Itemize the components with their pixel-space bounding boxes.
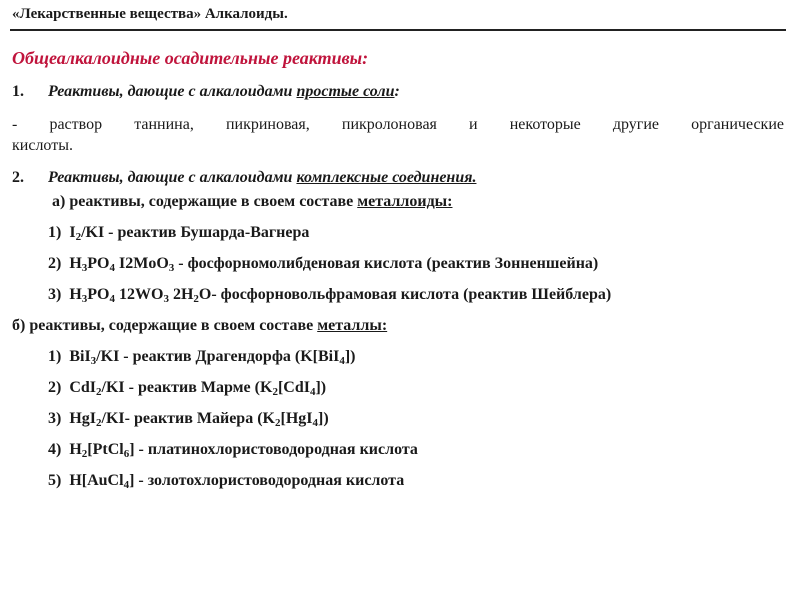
section2-number: 2. — [12, 169, 24, 186]
main-title: Общеалкалоидные осадительные реактивы: — [12, 48, 369, 68]
list-item-a2: 2) $H_3PO_4$ I2MoO$_3$ - фосфорномолибденовая кислота (реактив Зонненшейна) — [48, 255, 599, 274]
list-item-a1: 1) $I_2/KI$ - реактив Бушарда-Вагнера — [48, 224, 310, 243]
list-item-b3: 3) HgI$_2$/KI- реактив Майера $(K_2[HgI_4])$ — [48, 410, 329, 429]
section2-heading: Реактивы, дающие с алкалоидами комплексные соединения. — [48, 169, 477, 186]
section1-para-line2: кислоты. — [12, 137, 73, 154]
list-item-b2: 2) CdI$_2$/KI - реактив Марме $(K_2[CdI_4])$ — [48, 379, 327, 398]
section1-number: 1. — [12, 83, 24, 100]
list-item-b5: 5) H[AuCl$_4$] - золотохлористоводородная кислота — [48, 472, 405, 491]
header-divider — [10, 29, 786, 31]
subsection-b-heading: б) реактивы, содержащие в своем составе металлы: — [12, 317, 388, 334]
list-item-a3: 3) $H_3PO_4$ $12WO_3$ $2H_2O-$ фосфорновольфрамовая кислота (реактив Шейблера) — [48, 286, 612, 305]
subsection-a-heading: а) реактивы, содержащие в своем составе металлоиды: — [52, 193, 453, 210]
list-item-b1: 1) BiI$_3$/KI - реактив Драгендорфа (K[BiI$_4$]) — [48, 348, 356, 367]
slide-header: «Лекарственные вещества» Алкалоиды. — [12, 6, 288, 22]
section1-heading: Реактивы, дающие с алкалоидами простые соли: — [48, 83, 400, 100]
list-item-b4: 4) $H_2[PtCl_6]$ - платинохлористоводородная кислота — [48, 441, 418, 460]
section1-para-line1: - раствор таннина, пикриновая, пикролоновая и некоторые другие органические — [12, 116, 784, 133]
